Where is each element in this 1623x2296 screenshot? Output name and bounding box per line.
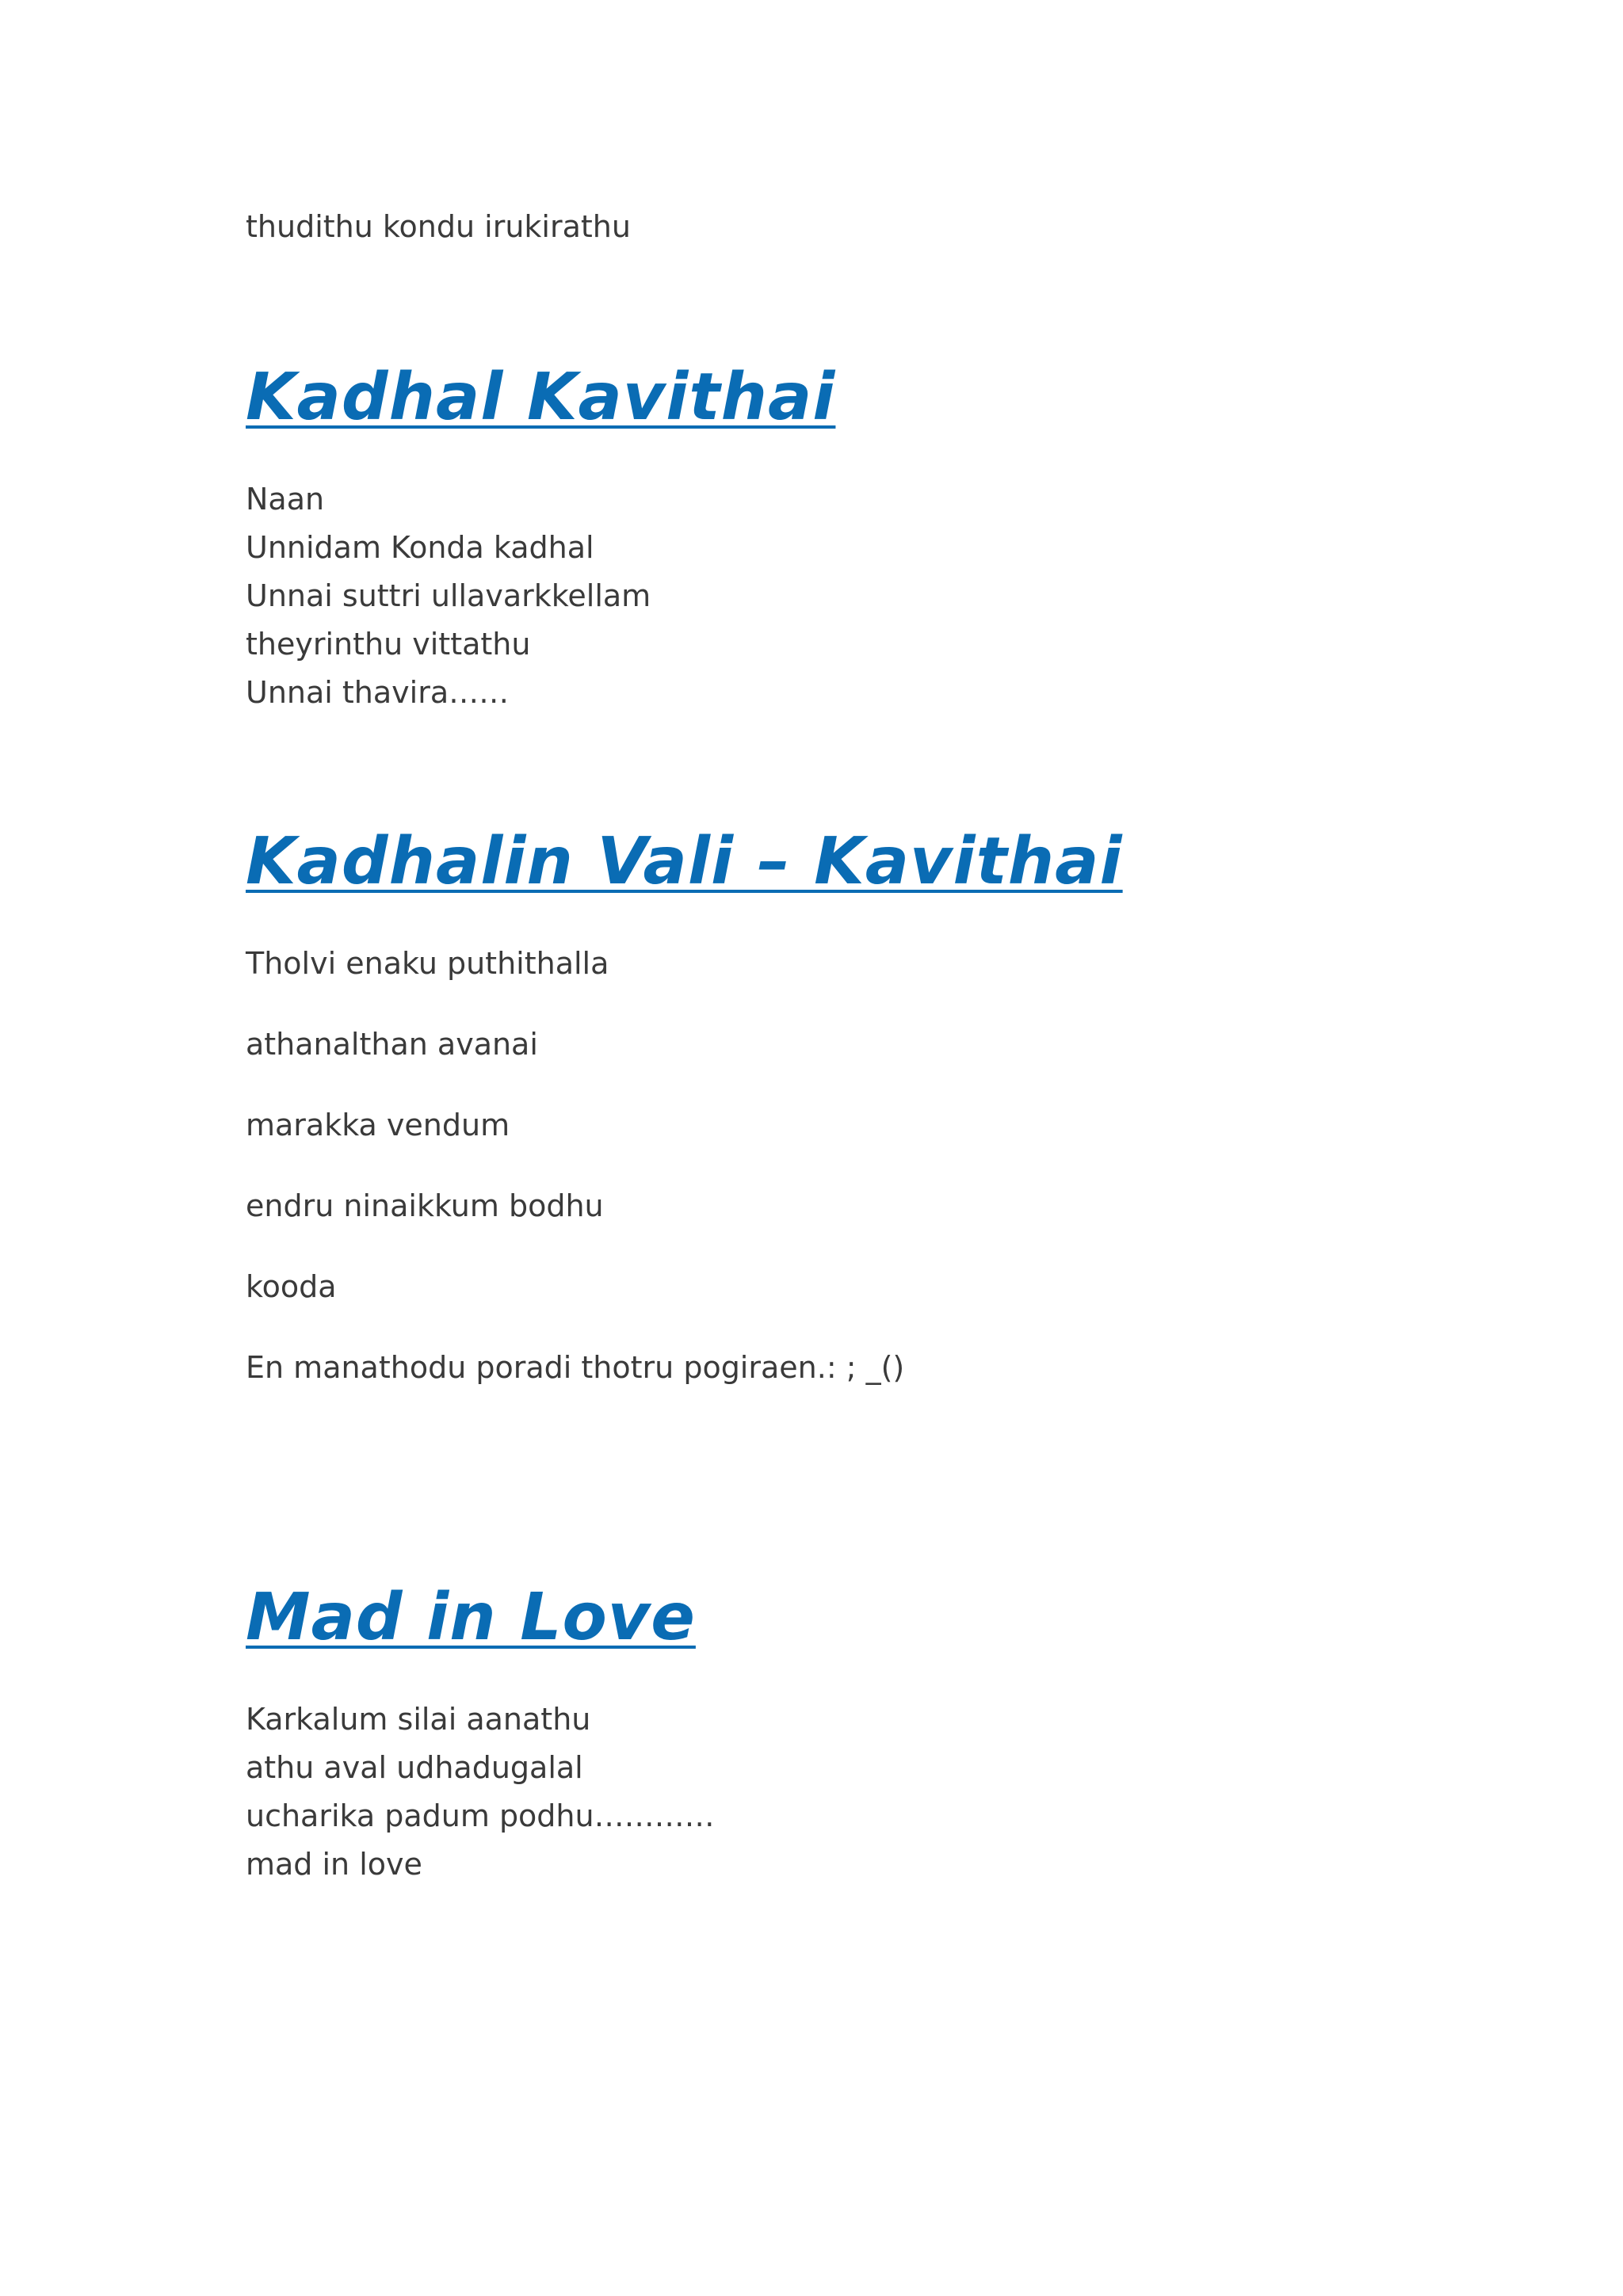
poem-line: Unnidam Konda kadhal xyxy=(246,530,594,565)
poem-line: Karkalum silai aanathu xyxy=(246,1702,591,1737)
poem-line: athanalthan avanai xyxy=(246,1027,538,1062)
poem-title-mad-in-love[interactable]: Mad in Love xyxy=(246,1580,696,1655)
poem-line: kooda xyxy=(246,1269,337,1304)
poem-line: marakka vendum xyxy=(246,1108,510,1142)
poem-line: Tholvi enaku puthithalla xyxy=(246,946,609,981)
poem-line: athu aval udhadugalal xyxy=(246,1750,583,1785)
poem-line: theyrinthu vittathu xyxy=(246,627,531,662)
poem-line: Naan xyxy=(246,482,325,517)
poem-line: endru ninaikkum bodhu xyxy=(246,1188,604,1223)
poem-line: ucharika padum podhu………… xyxy=(246,1798,715,1833)
poem-line: Unnai thavira…… xyxy=(246,675,510,710)
poem-line: En manathodu poradi thotru pogiraen.: ; _() xyxy=(246,1350,905,1385)
poem-line: Unnai suttri ullavarkkellam xyxy=(246,578,651,613)
poem-line: mad in love xyxy=(246,1847,422,1882)
poem-title-kadhal-kavithai[interactable]: Kadhal Kavithai xyxy=(246,360,836,435)
poem-title-kadhalin-vali[interactable]: Kadhalin Vali – Kavithai xyxy=(246,824,1123,899)
intro-line: thudithu kondu irukirathu xyxy=(246,209,631,244)
